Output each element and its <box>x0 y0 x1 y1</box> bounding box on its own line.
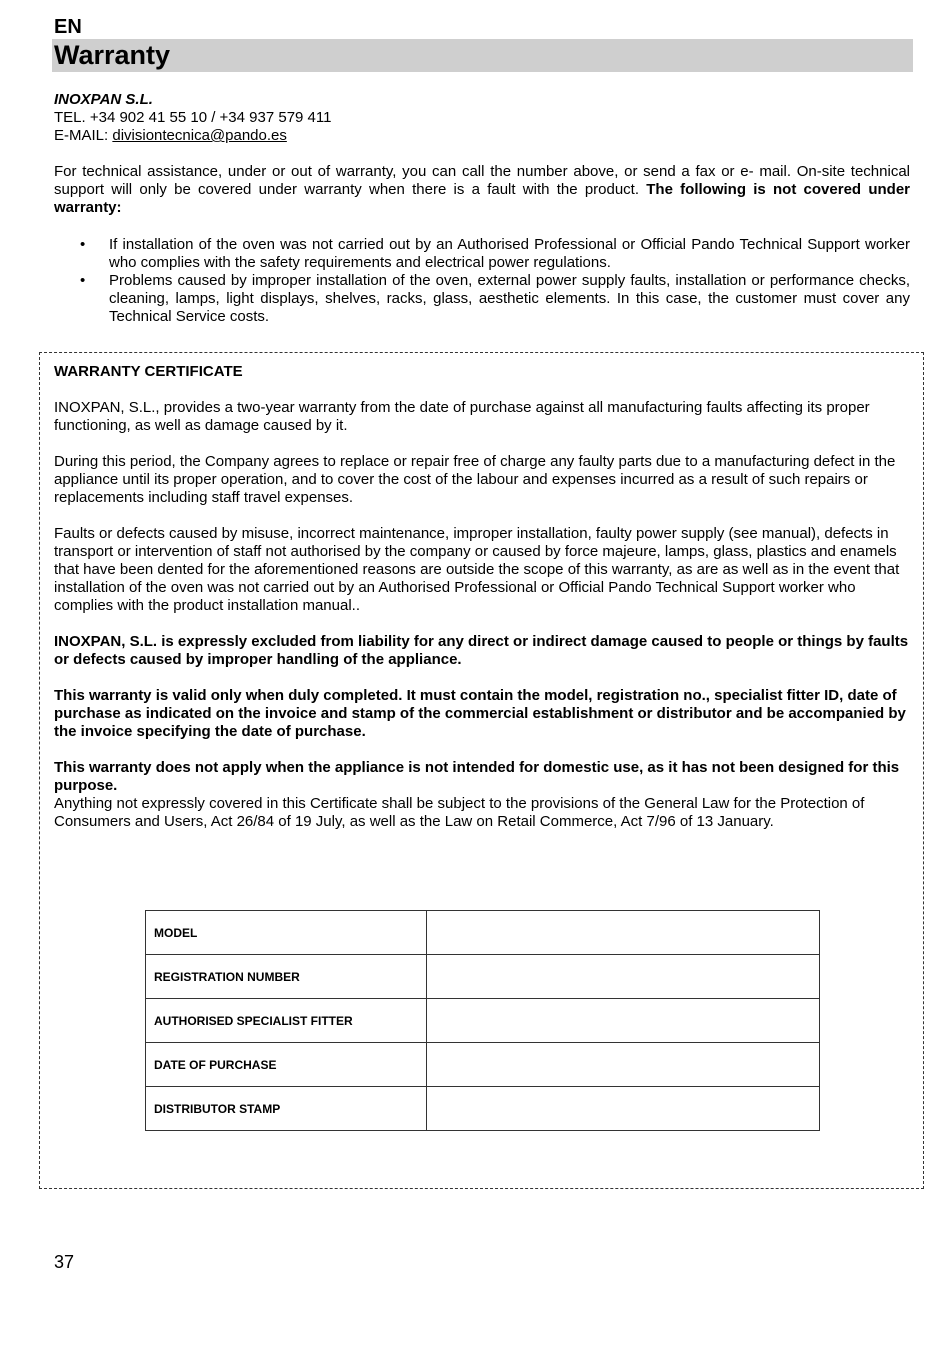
form-field-date[interactable] <box>427 1043 820 1087</box>
contact-block <box>54 91 331 145</box>
intro-bold: The following is not covered under warranty: <box>54 181 910 216</box>
list-item-text: If installation of the oven was not carried out by an Authorised Professional or Official Pando Technical Support worker who complies with the safety requirements and electrical power regulations. <box>109 236 910 271</box>
list-item-text: Problems caused by improper installation of the oven, external power supply faults, installation or performance checks, cleaning, lamps, light displays, shelves, racks, glass, aesthetic elements. In this case, the customer must cover any Technical Service costs. <box>109 272 910 325</box>
form-label-stamp: DISTRIBUTOR STAMP <box>146 1087 427 1131</box>
form-label-date: DATE OF PURCHASE <box>146 1043 427 1087</box>
list-item <box>54 272 910 326</box>
form-label-registration: REGISTRATION NUMBER <box>146 955 427 999</box>
certificate-paragraph-7: Anything not expressly covered in this Certificate shall be subject to the provisions of the General Law for the Protection of Consumers and Users, Act 26/84 of 19 July, as well as the Law on Retail Commerce, Act 7/96 of 13 January. <box>54 795 865 830</box>
page-title-bar <box>52 39 913 72</box>
bullet-icon: • <box>80 236 86 253</box>
form-field-model[interactable] <box>427 911 820 955</box>
table-row <box>146 955 820 999</box>
form-field-registration[interactable] <box>427 955 820 999</box>
intro-paragraph <box>54 163 910 217</box>
page-number: 37 <box>54 1252 75 1272</box>
exclusions-list <box>54 236 910 326</box>
email-prefix: E-MAIL: <box>54 127 113 144</box>
certificate-paragraph-4: INOXPAN, S.L. is expressly excluded from liability for any direct or indirect damage caused to people or things by faults or defects caused by improper handling of the appliance. <box>54 633 909 668</box>
intro-text: For technical assistance, under or out of warranty, you can call the number above, or send a fax or e- mail. On-site technical support will only be covered under warranty when there is a fault with the product. <box>54 163 910 198</box>
certificate-title: WARRANTY CERTIFICATE <box>54 363 243 380</box>
certificate-paragraph-1: INOXPAN, S.L., provides a two-year warranty from the date of purchase against all manufacturing faults affecting its proper functioning, as well as damage caused by it. <box>54 399 870 434</box>
page-title: Warranty <box>54 40 171 70</box>
telephone: TEL. +34 902 41 55 10 / +34 937 579 411 <box>54 109 332 126</box>
form-field-fitter[interactable] <box>427 999 820 1043</box>
certificate-paragraph-3: Faults or defects caused by misuse, incorrect maintenance, improper installation, faulty power supply (see manual), defects in transport or intervention of staff not authorised by the company or caused by force majeure, lamps, glass, plastics and enamels that have been dented for the aforementioned reasons are outside the scope of this warranty, as are as well as in the event that installation of the oven was not carried out by an Authorised Professional or Official Pando Technical Support worker who complies with the product installation manual.. <box>54 525 900 614</box>
table-row <box>146 911 820 955</box>
certificate-paragraph-2: During this period, the Company agrees to replace or repair free of charge any faulty parts due to a manufacturing defect in the appliance until its proper operation, and to cover the cost of the labour and expenses incurred as a result of such repairs or replacements including staff travel expenses. <box>54 453 896 506</box>
email-link[interactable]: divisiontecnica@pando.es <box>112 127 287 144</box>
certificate-paragraph-5: This warranty is valid only when duly completed. It must contain the model, registration no., specialist fitter ID, date of purchase as indicated on the invoice and stamp of the commercial establishment or distributor and be accompanied by the invoice specifying the date of purchase. <box>54 687 906 740</box>
bullet-icon: • <box>80 272 86 289</box>
table-row <box>146 999 820 1043</box>
form-field-stamp[interactable] <box>427 1087 820 1131</box>
table-row <box>146 1043 820 1087</box>
email-line <box>54 127 331 145</box>
table-row <box>146 1087 820 1131</box>
form-label-model: MODEL <box>146 911 427 955</box>
language-code: EN <box>54 16 82 38</box>
warranty-form-table <box>145 910 820 1131</box>
form-label-fitter: AUTHORISED SPECIALIST FITTER <box>146 999 427 1043</box>
list-item <box>54 236 910 272</box>
company-name: INOXPAN S.L. <box>54 91 153 108</box>
certificate-paragraph-6-7 <box>54 759 910 831</box>
certificate-paragraph-6: This warranty does not apply when the appliance is not intended for domestic use, as it has not been designed for this purpose. <box>54 759 900 794</box>
